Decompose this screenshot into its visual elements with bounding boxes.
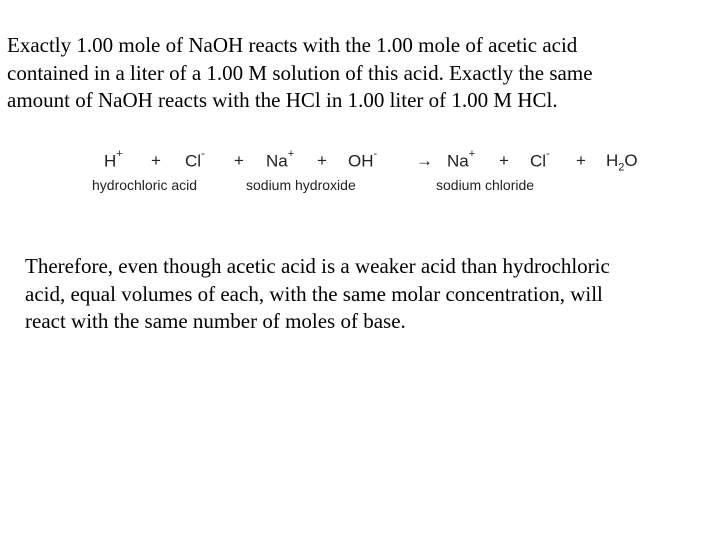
hydroxide-ion: OH- — [348, 148, 378, 171]
hydrogen-ion: H+ — [104, 148, 123, 171]
conclusion-line-2: acid, equal volumes of each, with the same molar concentration, will — [25, 281, 603, 306]
plus-sign: + — [317, 151, 327, 170]
chloride-ion: Cl- — [185, 148, 205, 171]
conclusion-line-1: Therefore, even though acetic acid is a weaker acid than hydrochloric — [25, 254, 610, 278]
intro-line-3: amount of NaOH reacts with the HCl in 1.00 liter of 1.00 M HCl. — [7, 88, 558, 112]
plus-sign: + — [151, 151, 161, 170]
water-molecule: $H_2O$ — [606, 151, 638, 174]
plus-sign: + — [576, 151, 586, 170]
sodium-hydroxide-label: sodium hydroxide — [246, 177, 356, 193]
reaction-arrow: → — [416, 151, 433, 170]
sodium-ion-product: Na+ — [447, 148, 476, 171]
hydrochloric-acid-label: hydrochloric acid — [92, 177, 198, 193]
neutralization-equation — [92, 146, 652, 202]
conclusion-paragraph — [25, 253, 715, 336]
intro-line-1: Exactly 1.00 mole of NaOH reacts with the 1.00 mole of acetic acid — [7, 33, 578, 57]
plus-sign: + — [234, 151, 244, 170]
conclusion-line-3: react with the same number of moles of base. — [25, 309, 406, 333]
sodium-chloride-label: sodium chloride — [436, 177, 535, 193]
intro-paragraph — [7, 32, 717, 115]
intro-line-2: contained in a liter of a 1.00 M solution of this acid. Exactly the same — [7, 60, 593, 85]
plus-sign: + — [499, 151, 509, 170]
sodium-ion: Na+ — [266, 148, 295, 171]
chloride-ion-product: Cl- — [530, 148, 550, 171]
